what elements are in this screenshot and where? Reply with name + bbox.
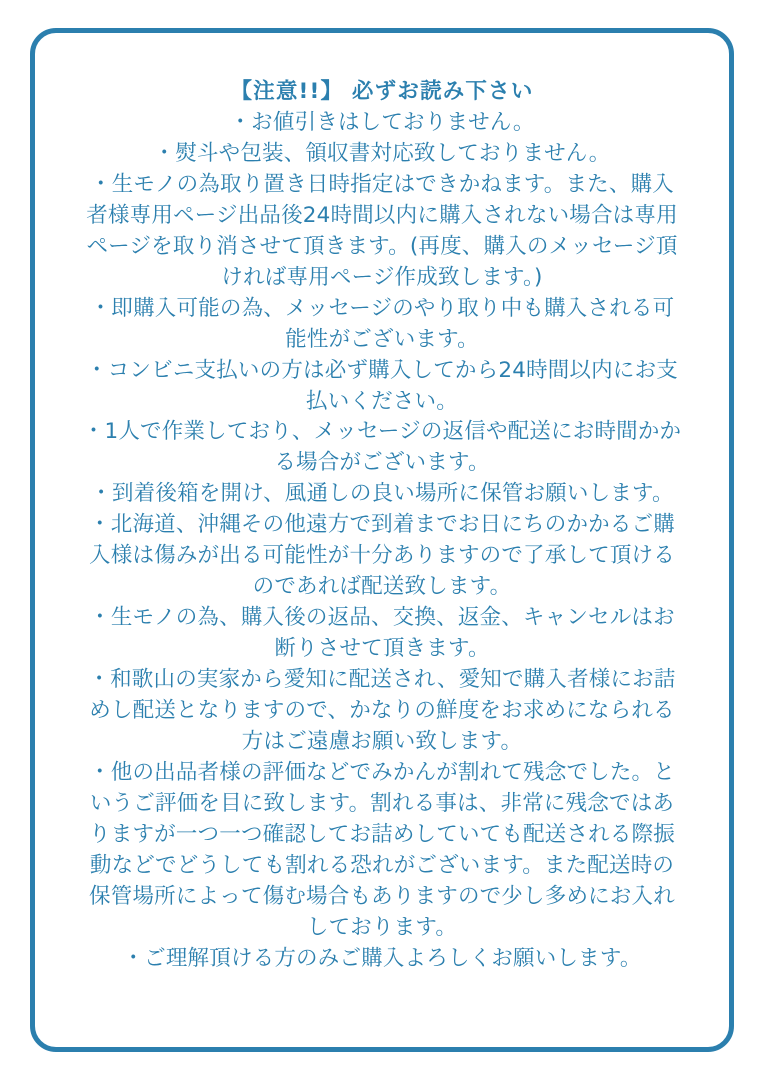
notice-line: 払いください。 [306, 388, 458, 414]
notice-line: ・他の出品者様の評価などでみかんが割れて残念でした。と [89, 759, 675, 785]
notice-line: 者様専用ページ出品後24時間以内に購入されない場合は専用 [86, 202, 678, 228]
notice-line: 断りさせて頂きます。 [274, 636, 490, 662]
notice-line: ページを取り消させて頂きます。(再度、購入のメッセージ頂 [86, 233, 678, 259]
notice-line: ・お値引きはしておりません。 [229, 109, 535, 135]
notice-line: ・和歌山の実家から愛知に配送され、愛知で購入者様にお詰 [88, 667, 676, 693]
notice-line: ・北海道、沖縄その他遠方で到着までお日にちのかかるご購 [89, 512, 675, 538]
notice-line: ・生モノの為、購入後の返品、交換、返金、キャンセルはお [89, 605, 675, 631]
notice-card [30, 28, 734, 1052]
notice-line: ・熨斗や包装、領収書対応致しておりません。 [153, 140, 611, 166]
notice-line: ・コンビニ支払いの方は必ず購入してから24時間以内にお支 [86, 357, 678, 383]
notice-line-title: 【注意!!】 必ずお読み下さい [230, 79, 534, 104]
notice-line: 方はご遠慮お願い致します。 [241, 729, 523, 755]
notice-line: しております。 [306, 914, 458, 940]
notice-line: めし配送となりますので、かなりの鮮度をお求めになられる [89, 698, 675, 724]
notice-line: 動などでどうしても割れる恐れがございます。また配送時の [89, 852, 675, 878]
notice-line: 入様は傷みが出る可能性が十分ありますので了承して頂ける [89, 543, 675, 569]
notice-line: る場合がございます。 [274, 450, 490, 476]
notice-line: ・生モノの為取り置き日時指定はできかねます。また、購入 [90, 171, 674, 197]
notice-line: りますが一つ一つ確認してお詰めしていても配送される際振 [89, 821, 675, 847]
notice-text-block [61, 77, 703, 975]
notice-line: ・即購入可能の為、メッセージのやり取り中も購入される可 [89, 295, 675, 321]
notice-line: ・到着後箱を開け、風通しの良い場所に保管お願いします。 [90, 481, 674, 507]
notice-line: いうご評価を目に致します。割れる事は、非常に残念ではあ [89, 790, 675, 816]
notice-line: ・1人で作業しており、メッセージの返信や配送にお時間かか [82, 419, 682, 445]
notice-line: のであれば配送致します。 [252, 574, 512, 600]
notice-line: 能性がございます。 [285, 326, 479, 352]
notice-line: 保管場所によって傷む場合もありますので少し多めにお入れ [89, 883, 675, 909]
notice-line: ・ご理解頂ける方のみご購入よろしくお願いします。 [122, 945, 642, 971]
notice-line: ければ専用ページ作成致します。) [221, 264, 543, 290]
